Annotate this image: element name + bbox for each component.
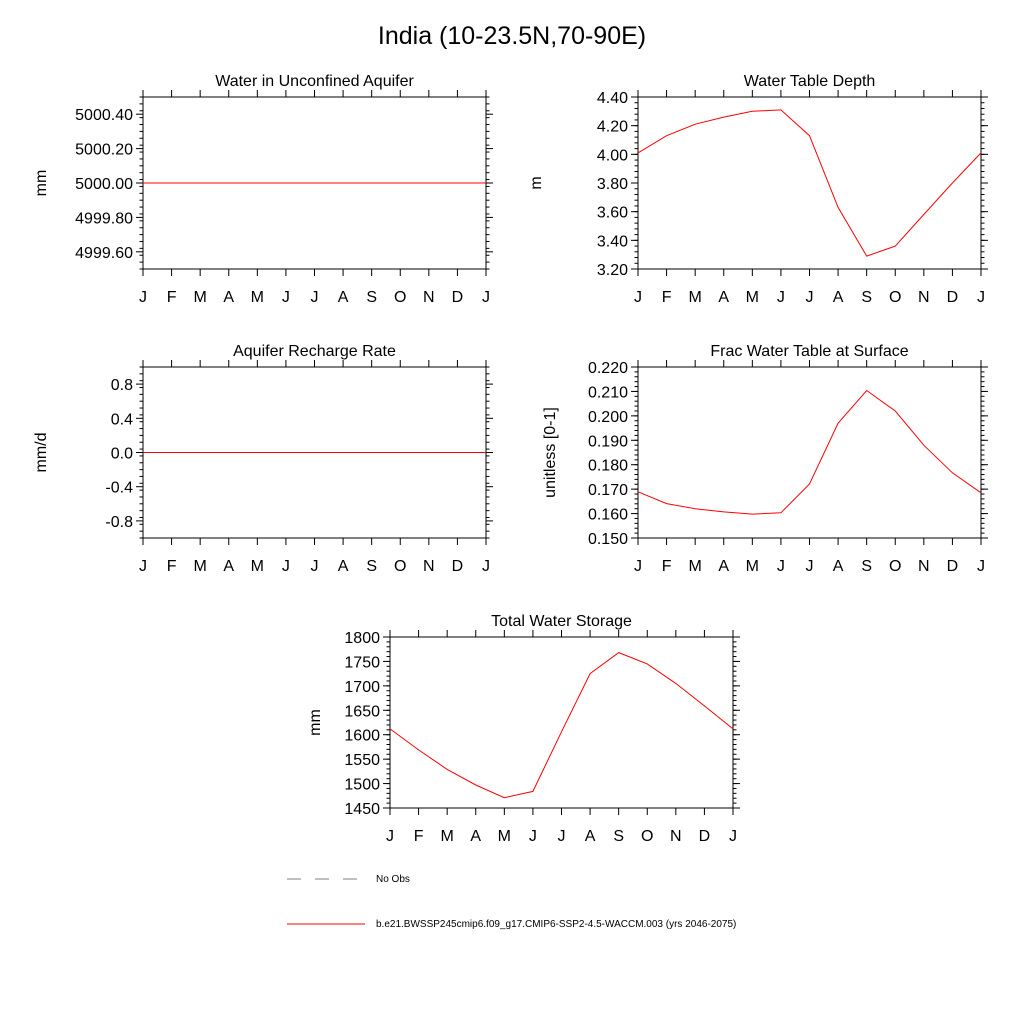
panel-total-water-storage bbox=[307, 613, 740, 845]
x-tick-label: S bbox=[366, 289, 378, 306]
x-tick-label: J bbox=[139, 289, 147, 306]
x-tick-label: N bbox=[423, 289, 435, 306]
y-tick-label: 4.00 bbox=[596, 147, 628, 165]
x-tick-label: M bbox=[745, 558, 759, 575]
x-tick-label: M bbox=[440, 828, 454, 845]
x-tick-label: A bbox=[584, 828, 596, 845]
y-tick-label: 1450 bbox=[344, 801, 380, 818]
y-tick-label: 0.4 bbox=[110, 411, 133, 429]
panel-title-total-water-storage: Total Water Storage bbox=[491, 613, 632, 630]
x-tick-label: J bbox=[528, 828, 537, 845]
y-axis-label-frac-water-table-at-surface: unitless [0-1] bbox=[542, 407, 559, 498]
panel-title-water-table-depth: Water Table Depth bbox=[743, 73, 876, 90]
y-tick-label: 0.220 bbox=[587, 360, 628, 377]
x-tick-label: D bbox=[698, 828, 711, 845]
x-tick-label: D bbox=[451, 289, 464, 306]
y-axis-label-water-table-depth: m bbox=[528, 176, 545, 190]
series-line-total-water-storage bbox=[390, 653, 733, 798]
x-tick-label: J bbox=[310, 289, 319, 306]
y-tick-label: 0.150 bbox=[587, 531, 628, 548]
y-tick-label: 0.210 bbox=[587, 384, 628, 402]
y-tick-label: 0.180 bbox=[587, 457, 628, 475]
x-tick-label: M bbox=[497, 828, 511, 845]
series-line-frac-water-table-at-surface bbox=[638, 391, 981, 515]
x-tick-label: J bbox=[977, 558, 985, 575]
panel-water-in-unconfined-aquifer bbox=[33, 73, 493, 306]
y-tick-label: 5000.40 bbox=[75, 107, 133, 125]
x-tick-label: S bbox=[366, 558, 378, 575]
x-tick-label: J bbox=[281, 289, 290, 306]
y-tick-label: 0.200 bbox=[587, 408, 628, 426]
x-tick-label: S bbox=[861, 289, 873, 306]
x-tick-label: M bbox=[250, 289, 264, 306]
x-tick-label: J bbox=[634, 289, 642, 306]
y-tick-label: 1500 bbox=[344, 776, 380, 794]
x-tick-label: M bbox=[745, 289, 759, 306]
x-tick-label: O bbox=[641, 828, 654, 845]
x-tick-label: A bbox=[470, 828, 482, 845]
x-tick-label: F bbox=[661, 289, 672, 306]
x-tick-label: A bbox=[718, 558, 730, 575]
y-axis-label-total-water-storage: mm bbox=[307, 709, 324, 736]
x-tick-label: M bbox=[193, 289, 207, 306]
x-tick-label: M bbox=[688, 289, 702, 306]
y-tick-label: 1550 bbox=[344, 752, 380, 770]
plot-frame bbox=[638, 97, 981, 269]
plot-frame bbox=[638, 367, 981, 538]
x-tick-label: N bbox=[423, 558, 435, 575]
x-tick-label: S bbox=[613, 828, 625, 845]
y-tick-label: 5000.20 bbox=[75, 141, 133, 159]
panel-aquifer-recharge-rate bbox=[33, 343, 493, 575]
y-tick-label: 4.40 bbox=[596, 90, 628, 107]
x-tick-label: A bbox=[832, 289, 844, 306]
y-tick-label: -0.8 bbox=[105, 513, 133, 531]
y-tick-label: 4999.80 bbox=[75, 210, 133, 228]
panel-title-aquifer-recharge-rate: Aquifer Recharge Rate bbox=[233, 343, 396, 360]
x-tick-label: J bbox=[557, 828, 566, 845]
x-tick-label: O bbox=[889, 289, 902, 306]
x-tick-label: F bbox=[166, 558, 177, 575]
x-tick-label: A bbox=[337, 558, 349, 575]
x-tick-label: J bbox=[139, 558, 147, 575]
x-tick-label: A bbox=[718, 289, 730, 306]
panel-title-water-in-unconfined-aquifer: Water in Unconfined Aquifer bbox=[215, 73, 414, 90]
x-tick-label: J bbox=[634, 558, 642, 575]
y-tick-label: 3.20 bbox=[596, 262, 628, 279]
y-tick-label: 0.8 bbox=[110, 377, 133, 395]
x-tick-label: M bbox=[193, 558, 207, 575]
x-tick-label: M bbox=[688, 558, 702, 575]
y-tick-label: 4.20 bbox=[596, 118, 628, 136]
x-tick-label: N bbox=[918, 558, 930, 575]
x-tick-label: J bbox=[482, 289, 490, 306]
x-tick-label: F bbox=[661, 558, 672, 575]
x-tick-label: M bbox=[250, 558, 264, 575]
series-line-water-table-depth bbox=[638, 110, 981, 256]
x-tick-label: N bbox=[670, 828, 682, 845]
page-title: India (10-23.5N,70-90E) bbox=[377, 22, 647, 50]
y-tick-label: 3.60 bbox=[596, 204, 628, 222]
x-tick-label: J bbox=[482, 558, 490, 575]
legend-label-no-obs: No Obs bbox=[376, 874, 410, 885]
y-axis-label-water-in-unconfined-aquifer: mm bbox=[33, 169, 50, 197]
x-tick-label: J bbox=[386, 828, 394, 845]
legend-label-model: b.e21.BWSSP245cmip6.f09_g17.CMIP6-SSP2-4.5-WACCM.003 (yrs 2046-2075) bbox=[376, 919, 737, 930]
x-tick-label: O bbox=[394, 558, 407, 575]
x-tick-label: F bbox=[166, 289, 177, 306]
x-tick-label: J bbox=[776, 558, 785, 575]
panel-frac-water-table-at-surface bbox=[542, 343, 988, 575]
y-tick-label: 3.80 bbox=[596, 176, 628, 193]
x-tick-label: J bbox=[776, 289, 785, 306]
y-tick-label: 1800 bbox=[344, 630, 380, 647]
x-tick-label: A bbox=[337, 289, 349, 306]
x-tick-label: A bbox=[223, 289, 235, 306]
chart-panels bbox=[33, 73, 988, 845]
x-tick-label: J bbox=[977, 289, 985, 306]
x-tick-label: S bbox=[861, 558, 873, 575]
y-tick-label: 1700 bbox=[344, 678, 380, 696]
y-tick-label: -0.4 bbox=[105, 479, 133, 497]
x-tick-label: N bbox=[918, 289, 930, 306]
y-tick-label: 1650 bbox=[344, 703, 380, 721]
y-tick-label: 0.0 bbox=[110, 445, 133, 463]
x-tick-label: O bbox=[394, 289, 407, 306]
y-tick-label: 4999.60 bbox=[75, 244, 133, 262]
x-tick-label: A bbox=[223, 558, 235, 575]
x-tick-label: J bbox=[805, 289, 814, 306]
x-tick-label: F bbox=[413, 828, 424, 845]
y-tick-label: 3.40 bbox=[596, 233, 628, 251]
y-tick-label: 0.190 bbox=[587, 433, 628, 451]
y-tick-label: 1600 bbox=[344, 727, 380, 745]
x-tick-label: J bbox=[310, 558, 319, 575]
y-tick-label: 1750 bbox=[344, 654, 380, 672]
x-tick-label: D bbox=[451, 558, 464, 575]
x-tick-label: O bbox=[889, 558, 902, 575]
plot-frame bbox=[390, 637, 733, 808]
x-tick-label: D bbox=[946, 558, 959, 575]
legend bbox=[287, 874, 736, 930]
y-tick-label: 0.170 bbox=[587, 482, 628, 500]
x-tick-label: D bbox=[946, 289, 959, 306]
y-tick-label: 5000.00 bbox=[75, 176, 133, 193]
panel-water-table-depth bbox=[528, 73, 988, 306]
x-tick-label: J bbox=[729, 828, 737, 845]
panel-title-frac-water-table-at-surface: Frac Water Table at Surface bbox=[710, 343, 909, 360]
x-tick-label: A bbox=[832, 558, 844, 575]
x-tick-label: J bbox=[281, 558, 290, 575]
y-axis-label-aquifer-recharge-rate: mm/d bbox=[33, 432, 50, 473]
x-tick-label: J bbox=[805, 558, 814, 575]
y-tick-label: 0.160 bbox=[587, 506, 628, 524]
